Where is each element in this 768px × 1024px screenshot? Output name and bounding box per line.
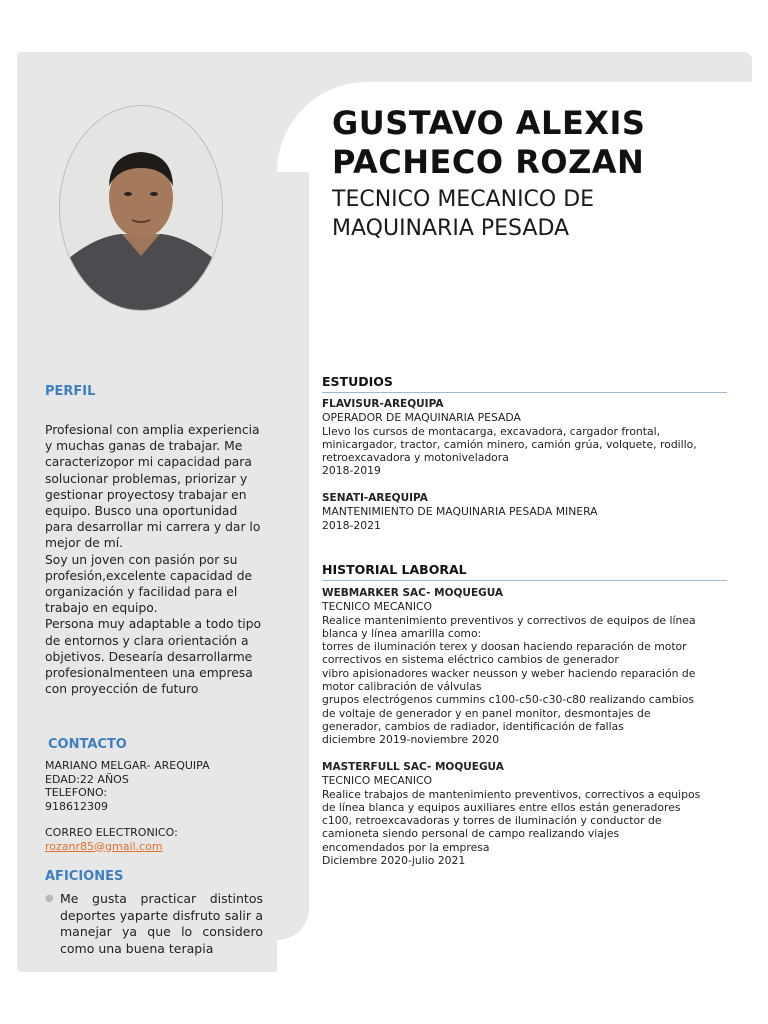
role-line-2: MAQUINARIA PESADA bbox=[332, 216, 570, 241]
perfil-text bbox=[45, 422, 265, 697]
entry-dates: 2018-2021 bbox=[322, 518, 381, 532]
contact-phone: 918612309 bbox=[45, 799, 108, 813]
entry-org: SENATI-AREQUIPA bbox=[322, 492, 428, 504]
perfil-paragraph: Profesional con amplia experiencia y muchas ganas de trabajar. Me caracterizopor mi capacidad para solucionar problemas, priorizar y gestionar proyectosy trabajar en equipo. Busco una oportunidad para desarrollar mi carrera y dar lo mejor de mí. bbox=[45, 423, 261, 551]
estudios-entry bbox=[322, 492, 727, 532]
historial-heading: HISTORIAL LABORAL bbox=[322, 562, 727, 581]
contact-block bbox=[45, 759, 265, 853]
estudios-heading: ESTUDIOS bbox=[322, 374, 727, 393]
role-line-1: TECNICO MECANICO DE bbox=[332, 187, 595, 212]
candidate-role bbox=[332, 185, 732, 243]
aficiones-heading: AFICIONES bbox=[45, 869, 124, 884]
entry-description: Llevo los cursos de montacarga, excavadora, cargador frontal, minicargador, tractor, camión minero, camión grúa, volquete, rodillo, retroexcavadora y motoniveladora bbox=[322, 424, 697, 465]
contact-email-label: CORREO ELECTRONICO: bbox=[45, 826, 178, 839]
contact-phone-label: TELEFONO: bbox=[45, 786, 108, 799]
perfil-paragraph: Soy un joven con pasión por su profesión,excelente capacidad de organización y facilidad para el trabajo en equipo. bbox=[45, 552, 253, 616]
entry-org: WEBMARKER SAC- MOQUEGUA bbox=[322, 587, 504, 599]
perfil-paragraph: Persona muy adaptable a todo tipo de entornos y clara orientación a objetivos. Desearía desarrollarme profesionalmenteen una empresa con proyección de futuro bbox=[45, 617, 262, 697]
candidate-name bbox=[332, 104, 732, 182]
top-band bbox=[17, 52, 752, 82]
entry-dates: 2018-2019 bbox=[322, 464, 381, 478]
entry-position: TECNICO MECANICO bbox=[322, 600, 433, 614]
bullet-icon: ● bbox=[45, 893, 54, 904]
entry-dates: diciembre 2019-noviembre 2020 bbox=[322, 733, 500, 747]
profile-photo bbox=[59, 105, 223, 311]
perfil-heading: PERFIL bbox=[45, 384, 96, 399]
profile-photo-illustration bbox=[60, 106, 222, 310]
entry-position: TECNICO MECANICO bbox=[322, 774, 433, 788]
estudios-entry bbox=[322, 398, 727, 478]
contacto-heading: CONTACTO bbox=[48, 737, 127, 752]
contact-address: MARIANO MELGAR- AREQUIPA bbox=[45, 759, 210, 772]
entry-position: OPERADOR DE MAQUINARIA PESADA bbox=[322, 411, 521, 425]
entry-description: Realice trabajos de mantenimiento preventivos, correctivos a equipos de línea blanca y equipos auxiliares entre ellos están generadores c100, retroexcavadoras y torres de iluminación y conductor de camioneta siendo personal de campo realizando viajes encomendados por la empresa bbox=[322, 787, 701, 854]
contact-age: EDAD:22 AÑOS bbox=[45, 772, 129, 786]
entry-description: Realice mantenimiento preventivos y correctivos de equipos de línea blanca y línea amarilla como: torres de iluminación terex y doosan haciendo reparación de motor correctivos en sistema eléctrico cambios de generador vibro apisionadores wacker neusson y weber haciendo reparación de motor calibración de válvulas grupos electrógenos cummins c100-c50-c30-c80 realizando cambios de voltaje de generador y en panel monitor, desmontajes de generador, cambios de radiador, identificación de fallas bbox=[322, 613, 696, 733]
aficiones-item bbox=[45, 891, 263, 957]
entry-position: MANTENIMIENTO DE MAQUINARIA PESADA MINERA bbox=[322, 505, 598, 519]
name-line-1: GUSTAVO ALEXIS bbox=[332, 104, 646, 142]
entry-org: FLAVISUR-AREQUIPA bbox=[322, 398, 444, 410]
contact-email-link[interactable]: rozanr85@gmail.com bbox=[45, 839, 163, 853]
entry-dates: Diciembre 2020-julio 2021 bbox=[322, 854, 466, 868]
aficiones-text: Me gusta practicar distintos deportes yaparte disfruto salir a manejar ya que lo considero como una buena terapia bbox=[60, 891, 263, 956]
entry-org: MASTERFULL SAC- MOQUEGUA bbox=[322, 761, 504, 773]
historial-entry bbox=[322, 587, 727, 747]
panel-strip bbox=[277, 172, 309, 940]
historial-entry bbox=[322, 761, 727, 867]
name-line-2: PACHECO ROZAN bbox=[332, 143, 645, 181]
